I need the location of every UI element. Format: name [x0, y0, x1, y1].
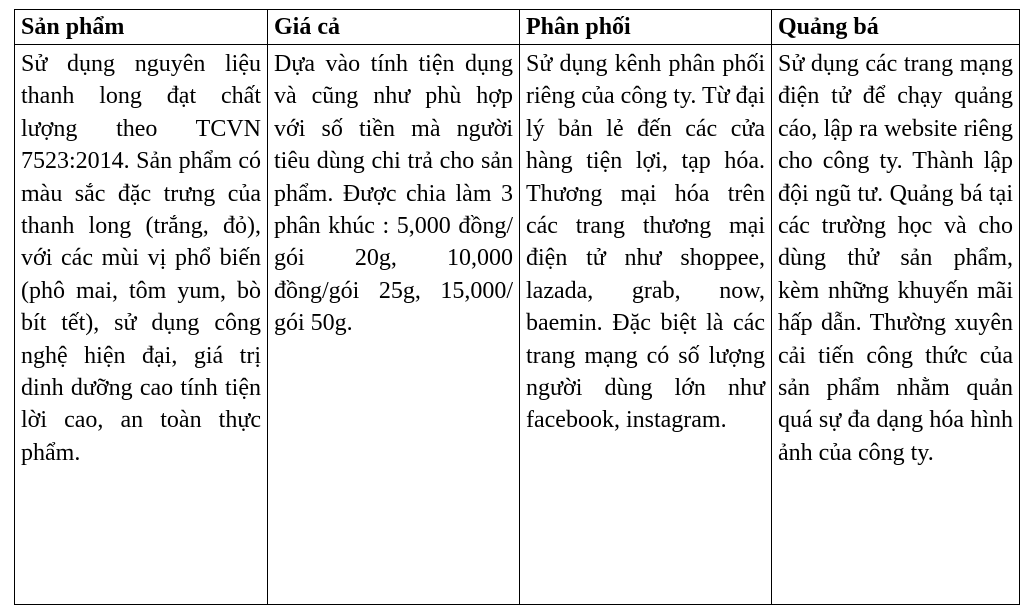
marketing-mix-table	[14, 9, 1020, 605]
table-header-row	[15, 10, 1020, 45]
header-product: Sản phẩm	[15, 10, 268, 45]
cell-promotion: Sử dụng các trang mạng điện tử để chạy quảng cáo, lập ra website riêng cho công ty. Thành lập đội ngũ tư. Quảng bá tại các trường học và cho dùng thử sản phẩm, kèm những khuyến mãi hấp dẫn. Thường xuyên cải tiến công thức của sản phẩm nhằm quản quá sự đa dạng hóa hình ảnh của công ty.	[772, 45, 1020, 605]
header-price: Giá cả	[268, 10, 520, 45]
cell-price: Dựa vào tính tiện dụng và cũng như phù hợp với số tiền mà người tiêu dùng chi trả cho sản phẩm. Được chia làm 3 phân khúc : 5,000 đồng/ gói 20g, 10,000 đồng/gói 25g, 15,000/ gói 50g.	[268, 45, 520, 605]
header-promotion: Quảng bá	[772, 10, 1020, 45]
cell-product: Sử dụng nguyên liệu thanh long đạt chất lượng theo TCVN 7523:2014. Sản phẩm có màu sắc đặc trưng của thanh long (trắng, đỏ), với các mùi vị phổ biến (phô mai, tôm yum, bò bít tết), sử dụng công nghệ hiện đại, giá trị dinh dưỡng cao tính tiện lời cao, an toàn thực phẩm.	[15, 45, 268, 605]
cell-distribution: Sử dụng kênh phân phối riêng của công ty. Từ đại lý bản lẻ đến các cửa hàng tiện lợi, tạp hóa. Thương mại hóa trên các trang thương mại điện tử như shoppee, lazada, grab, now, baemin. Đặc biệt là các trang mạng có số lượng người dùng lớn như facebook, instagram.	[520, 45, 772, 605]
table-row	[15, 45, 1020, 605]
header-distribution: Phân phối	[520, 10, 772, 45]
